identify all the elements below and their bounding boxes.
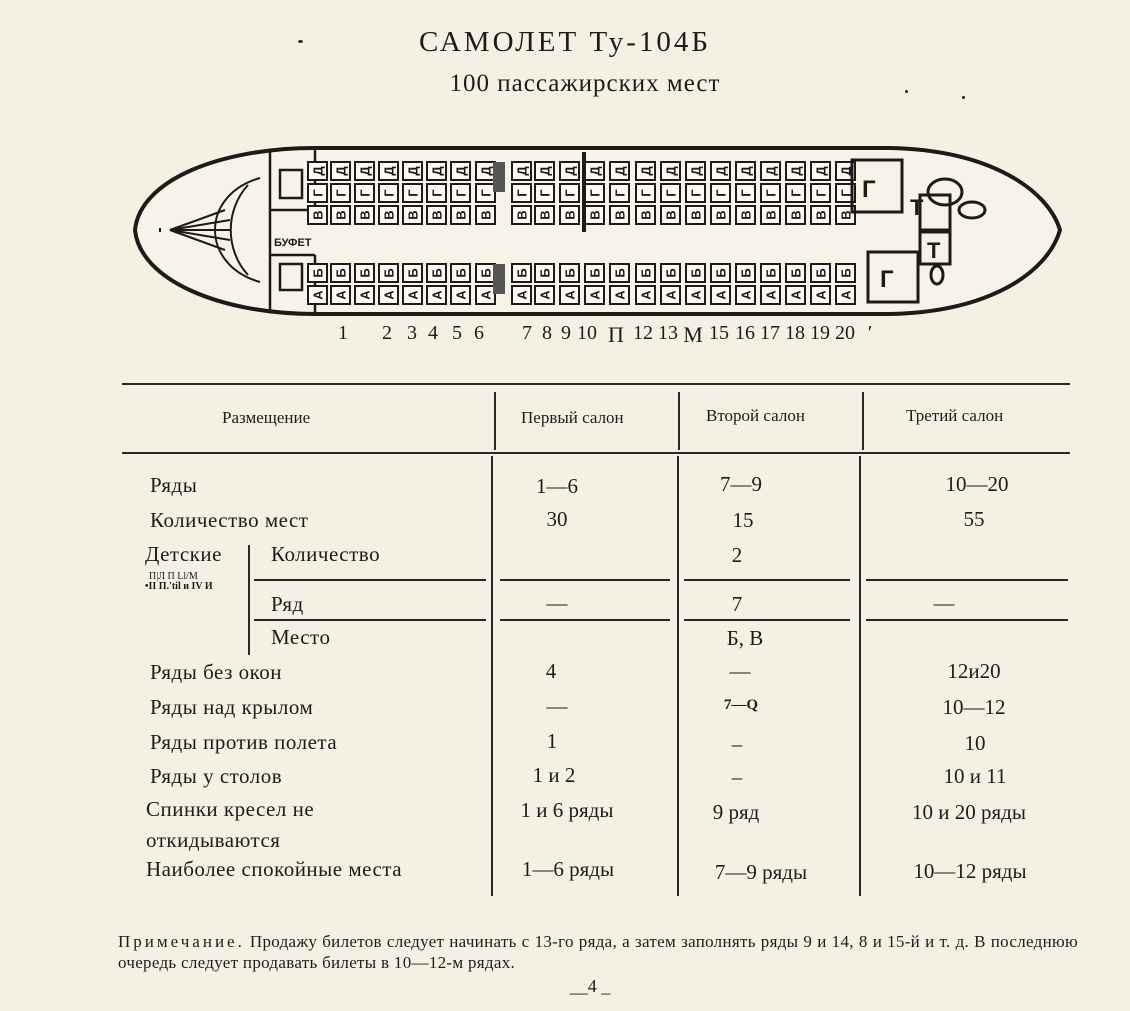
cell-seats-s1: 30 [546, 507, 568, 531]
seat-letter: Д [478, 166, 494, 176]
row-number-label: 2 [382, 322, 392, 344]
row-number-label: 20 [835, 322, 855, 344]
seat-letter: Г [453, 189, 469, 197]
row-number-label: ′ [867, 322, 873, 344]
header-divider [678, 392, 680, 450]
seat-letter: Д [453, 166, 469, 176]
seat-letter: В [763, 210, 779, 220]
row-label-no-recline-2: откидываются [146, 828, 281, 852]
seat-letter: А [638, 290, 654, 300]
partition-block [493, 162, 505, 192]
row-number-label: 8 [542, 322, 552, 344]
seat-letter: В [381, 210, 397, 220]
seat-letter: Г [562, 189, 578, 197]
row-number-label: 4 [428, 322, 438, 344]
seat-letter: А [738, 290, 754, 300]
row-label-against-flight: Ряды против полета [150, 730, 338, 754]
seat-letter: Д [663, 166, 679, 176]
seat-letter: Д [357, 166, 373, 176]
row-number-label: М [683, 322, 703, 347]
cell-quietest-s2: 7—9 ряды [714, 860, 808, 884]
seat-letter: А [381, 290, 397, 300]
seat-letter: Д [813, 166, 829, 176]
seat-letter: В [638, 210, 654, 220]
seat-letter: Б [738, 268, 754, 278]
cell-child-row-s2: 7 [731, 592, 743, 616]
seat-letter: В [612, 210, 628, 220]
row-label-quietest: Наиболее спокойные места [146, 857, 403, 881]
speck [962, 96, 965, 99]
table-top-rule [122, 383, 1070, 385]
row-number-label: 3 [407, 322, 417, 344]
seat-letter: Д [738, 166, 754, 176]
row-label-rows: Ряды [150, 473, 198, 497]
seat-letter: Д [688, 166, 704, 176]
cell-at-tables-s1: 1 и 2 [532, 763, 576, 787]
seat-letter: В [562, 210, 578, 220]
seat-letter: А [838, 290, 854, 300]
row-number-label: 13 [658, 322, 678, 344]
seat-letter: Б [612, 268, 628, 278]
child-sub-rule [254, 579, 486, 581]
cell-rows-s1: 1—6 [536, 474, 578, 498]
seat-letter: В [713, 210, 729, 220]
seat-letter: А [763, 290, 779, 300]
child-sub-rule [500, 579, 670, 581]
seat-letter: А [612, 290, 628, 300]
footnote-lead: Примечание. [118, 932, 245, 951]
row-label-child-count: Количество [271, 542, 381, 566]
seat-letter: В [478, 210, 494, 220]
header-salon-1: Первый салон [521, 408, 624, 427]
seat-letter: Б [763, 268, 779, 278]
row-number-label: 18 [785, 322, 805, 344]
table-header-rule [122, 452, 1070, 454]
seat-letter: А [478, 290, 494, 300]
cell-over-wing-s1: — [546, 694, 568, 718]
seat-letter: Г [838, 189, 854, 197]
cell-child-count-s2: 2 [731, 543, 743, 567]
child-sub-rule [866, 619, 1068, 621]
seat-letter: Д [587, 166, 603, 176]
row-label-seats: Количество мест [150, 508, 309, 532]
seat-letter: Д [612, 166, 628, 176]
cell-quietest-s1: 1—6 ряды [521, 857, 615, 881]
seat-letter: А [688, 290, 704, 300]
footnote-text: Продажу билетов следует начинать с 13-го ряда, а затем заполнять ряды 9 и 14, 8 и 15-й и т. д. В последнюю очередь следует продавать билеты в 10—12-м рядах. [118, 932, 1078, 972]
seat-letter: Б [537, 268, 553, 278]
cell-against-flight-s2: – [731, 732, 743, 756]
seat-letter: А [562, 290, 578, 300]
seat-letter: В [788, 210, 804, 220]
seat-letter: А [713, 290, 729, 300]
seat-letter: В [537, 210, 553, 220]
seat-letter: Г [813, 189, 829, 197]
row-label-no-recline-1: Спинки кресел не [146, 797, 315, 821]
seat-letter: Г [333, 189, 349, 197]
row-number-label: 1 [338, 322, 348, 344]
toilet-label-bottom: Т [927, 238, 941, 263]
seat-letter: Г [688, 189, 704, 197]
seat-letter: Б [453, 268, 469, 278]
toilet-label-top: Т [910, 195, 924, 220]
seat-letter: Д [310, 166, 326, 176]
seat-letter: В [453, 210, 469, 220]
seat-letter: Б [357, 268, 373, 278]
cell-against-flight-s1: 1 [546, 729, 558, 753]
seat-letter: Г [713, 189, 729, 197]
cell-over-wing-s3: 10—12 [942, 695, 1006, 719]
cell-quietest-s3: 10—12 ряды [913, 859, 1027, 883]
seat-letter: В [813, 210, 829, 220]
seat-letter: Д [333, 166, 349, 176]
child-sub-rule [500, 619, 670, 621]
cell-no-recline-s1: 1 и 6 ряды [520, 798, 614, 822]
seat-letter: Б [638, 268, 654, 278]
row-number-label: 6 [474, 322, 484, 344]
row-number-labels [0, 322, 1130, 356]
seat-letter: В [429, 210, 445, 220]
seat-letter: Г [429, 189, 445, 197]
speck [298, 40, 303, 43]
child-sub-rule [866, 579, 1068, 581]
seat-letter: Б [478, 268, 494, 278]
cell-seats-s2: 15 [732, 508, 754, 532]
seat-letter: А [788, 290, 804, 300]
seat-letter: Б [788, 268, 804, 278]
seat-letter: Д [405, 166, 421, 176]
cell-rows-s3: 10—20 [945, 472, 1009, 496]
row-number-label: 7 [522, 322, 532, 344]
seat-letter: В [587, 210, 603, 220]
row-number-label: 12 [633, 322, 653, 344]
seat-letter: Г [478, 189, 494, 197]
seat-letter: А [357, 290, 373, 300]
cell-no-windows-s1: 4 [545, 659, 557, 683]
seat-letter: Б [587, 268, 603, 278]
seat-letter: Б [333, 268, 349, 278]
cell-against-flight-s3: 10 [964, 731, 986, 755]
seat-letter: Г [763, 189, 779, 197]
row-number-label: 9 [561, 322, 571, 344]
seat-letter: В [310, 210, 326, 220]
row-label-child-row: Ряд [271, 592, 304, 616]
row-number-label: П [608, 322, 624, 347]
cell-at-tables-s2: – [731, 765, 743, 789]
partition-block [493, 264, 505, 294]
header-divider [862, 392, 864, 450]
seat-letter: А [429, 290, 445, 300]
seat-letter: А [663, 290, 679, 300]
row-number-label: 19 [810, 322, 830, 344]
seat-letter: Г [381, 189, 397, 197]
galley-label-bottom: Г [880, 266, 894, 293]
cell-rows-s2: 7—9 [720, 472, 762, 496]
seat-letter: В [738, 210, 754, 220]
seat-letter: Г [537, 189, 553, 197]
seat-letter: Г [310, 189, 326, 197]
seat-letter: В [357, 210, 373, 220]
seat-letter: Б [838, 268, 854, 278]
column-divider [677, 456, 679, 896]
seat-letter: А [813, 290, 829, 300]
speck [905, 90, 908, 93]
page-number: __4 _ [569, 976, 611, 996]
seat-letter: А [537, 290, 553, 300]
aircraft-seat-map [130, 140, 1070, 325]
child-sub-rule [254, 619, 486, 621]
seat-letter: А [333, 290, 349, 300]
row-number-label: 10 [577, 322, 597, 344]
column-divider [491, 456, 493, 896]
seat-letter: А [310, 290, 326, 300]
row-number-label: 5 [452, 322, 462, 344]
seat-letter: В [663, 210, 679, 220]
row-label-over-wing: Ряды над крылом [150, 695, 314, 719]
row-label-at-tables: Ряды у столов [150, 764, 283, 788]
page-title: САМОЛЕТ Ту-104Б [418, 26, 712, 58]
buffet-label: БУФЕТ [274, 237, 312, 249]
seat-letter: Г [405, 189, 421, 197]
seat-letter: Д [713, 166, 729, 176]
seat-letter: Б [405, 268, 421, 278]
header-salon-3: Третий салон [906, 406, 1004, 425]
seat-letter: Д [381, 166, 397, 176]
footnote [118, 931, 1078, 973]
seat-letter: Д [763, 166, 779, 176]
row-label-child: Детские [145, 542, 222, 566]
cell-child-row-s1: — [546, 591, 568, 615]
seat-letter: Б [813, 268, 829, 278]
row-label-child-place: Место [271, 625, 331, 649]
row-label-no-windows: Ряды без окон [150, 660, 282, 684]
seat-letter: Д [562, 166, 578, 176]
seat-letter: А [587, 290, 603, 300]
seat-letter: Г [663, 189, 679, 197]
row-number-label: 17 [760, 322, 780, 344]
child-small-text-2: •II П.'til и IV И [145, 581, 213, 592]
seat-letter: Б [562, 268, 578, 278]
seat-letter: Д [838, 166, 854, 176]
header-divider [494, 392, 496, 450]
page-subtitle: 100 пассажирских мест [449, 70, 721, 97]
galley-label-top: Г [862, 176, 876, 203]
header-placement: Размещение [222, 408, 311, 427]
seat-letter: Б [663, 268, 679, 278]
seat-letter: Д [514, 166, 530, 176]
seat-letter: А [453, 290, 469, 300]
cell-child-place-s2: Б, В [726, 626, 764, 650]
seat-letter: Д [788, 166, 804, 176]
seat-letter: Б [514, 268, 530, 278]
child-small-text-1: П|Л П Ll/М [149, 571, 198, 582]
seat-letter: Д [638, 166, 654, 176]
seat-letter: Б [381, 268, 397, 278]
seat-letter: Г [638, 189, 654, 197]
cell-over-wing-s2: 7—Q [723, 697, 759, 713]
seat-letter: Г [357, 189, 373, 197]
column-divider [859, 456, 861, 896]
cell-no-windows-s2: — [729, 659, 751, 683]
seat-letter: Б [713, 268, 729, 278]
seat-letter: Д [537, 166, 553, 176]
row-number-label: 15 [709, 322, 729, 344]
seat-letter: В [838, 210, 854, 220]
seat-letter: Б [688, 268, 704, 278]
header-salon-2: Второй салон [706, 406, 805, 425]
seat-letter: Б [310, 268, 326, 278]
cell-seats-s3: 55 [963, 507, 985, 531]
seat-letter: Д [429, 166, 445, 176]
seat-letter: Г [612, 189, 628, 197]
cell-at-tables-s3: 10 и 11 [943, 764, 1007, 788]
seat-letter: Г [587, 189, 603, 197]
seat-letter: В [405, 210, 421, 220]
seat-letter: В [514, 210, 530, 220]
cell-no-windows-s3: 12и20 [947, 659, 1001, 683]
seat-letter: В [333, 210, 349, 220]
wing-divider [582, 152, 586, 232]
child-sub-rule [684, 579, 850, 581]
seat-letter: А [405, 290, 421, 300]
cell-no-recline-s3: 10 и 20 ряды [912, 800, 1026, 824]
seat-letter: А [514, 290, 530, 300]
cell-no-recline-s2: 9 ряд [712, 800, 760, 824]
seat-letter: Г [738, 189, 754, 197]
cell-child-row-s3: — [933, 591, 955, 615]
child-sub-rule [684, 619, 850, 621]
row-number-label: 16 [735, 322, 755, 344]
seat-letter: Г [788, 189, 804, 197]
seat-letter: Б [429, 268, 445, 278]
child-bracket [248, 545, 250, 655]
seat-letter: Г [514, 189, 530, 197]
seat-letter: В [688, 210, 704, 220]
